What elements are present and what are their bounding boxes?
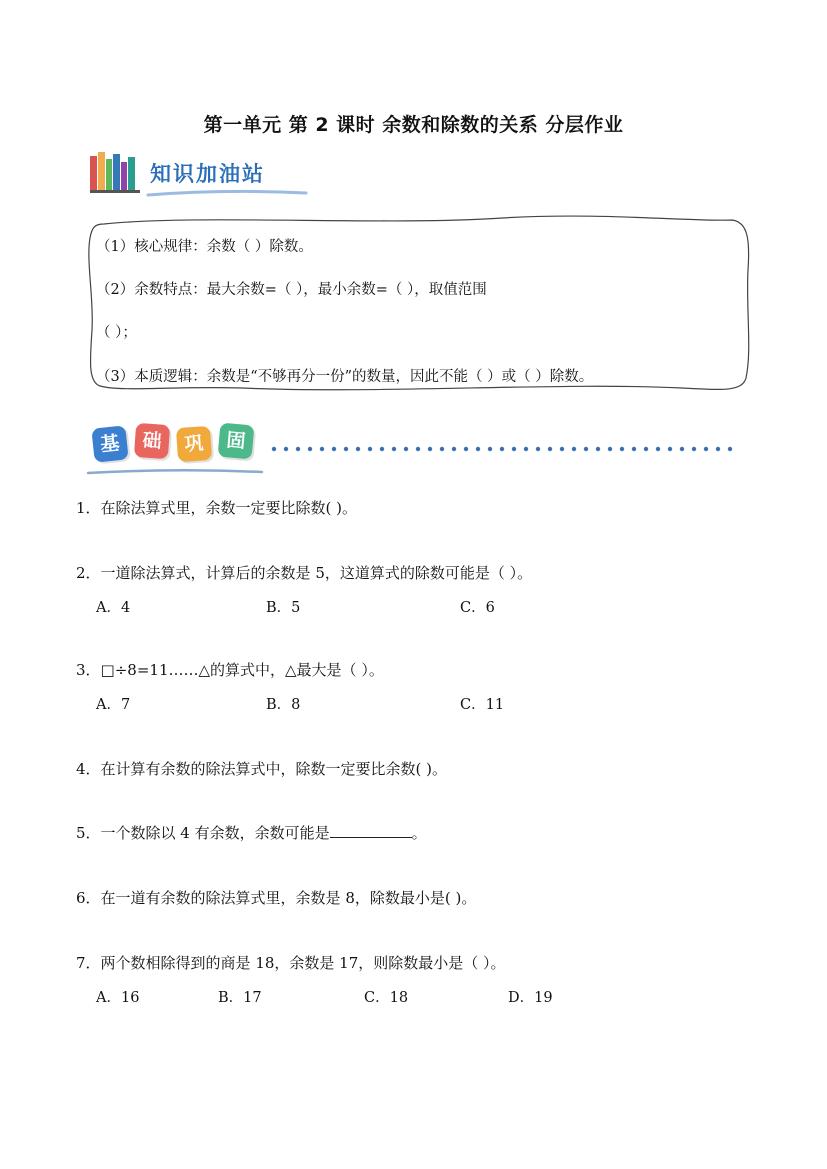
answer-blank [330,823,412,838]
divider-dot [416,447,420,451]
divider-dot [272,447,276,451]
divider-dot [632,447,636,451]
divider-dot [692,447,696,451]
question-4: 4．在计算有余数的除法算式中，除数一定要比余数( )。 [76,760,448,778]
divider-dot [476,447,480,451]
knowledge-line-3: （ ）； [96,325,137,341]
question-6: 6．在一道有余数的除法算式里，余数是 8，除数最小是( )。 [76,889,477,907]
question-5-text: 5．一个数除以 4 有余数，余数可能是 [76,824,330,842]
books-icon [90,150,142,194]
divider-dot [680,447,684,451]
q2-option-c: C．6 [460,600,495,616]
basic-badge-3: 巩 [176,426,212,462]
basic-badge-2: 础 [134,423,170,459]
divider-dot [428,447,432,451]
q3-option-a: A．7 [96,697,131,713]
divider-dot [704,447,708,451]
divider-dot [608,447,612,451]
divider-dot [512,447,516,451]
q7-option-a: A．16 [96,990,140,1006]
knowledge-line-2: （2）余数特点：最大余数=（ ），最小余数=（ ），取值范围 [96,282,487,298]
divider-dot [368,447,372,451]
divider-dot [392,447,396,451]
divider-dot [320,447,324,451]
divider-dot [716,447,720,451]
question-5 [76,822,427,843]
divider-dot [488,447,492,451]
divider-dot [464,447,468,451]
q2-option-a: A．4 [96,600,131,616]
basic-badge-4: 固 [218,423,255,460]
divider-dot [308,447,312,451]
divider-dot [728,447,732,451]
question-5-end: 。 [411,824,427,842]
divider-dot [332,447,336,451]
dotted-divider [270,438,742,446]
q7-option-b: B．17 [218,990,262,1006]
divider-dot [500,447,504,451]
knowledge-line-1: （1）核心规律：余数（ ）除数。 [96,239,313,255]
divider-dot [656,447,660,451]
divider-dot [452,447,456,451]
divider-dot [284,447,288,451]
divider-dot [620,447,624,451]
question-7: 7．两个数相除得到的商是 18，余数是 17，则除数最小是（ ）。 [76,954,506,972]
divider-dot [584,447,588,451]
q7-option-c: C．18 [364,990,409,1006]
q2-option-b: B．5 [266,600,301,616]
question-2: 2．一道除法算式，计算后的余数是 5，这道算式的除数可能是（ ）。 [76,564,533,582]
q3-option-c: C．11 [460,697,505,713]
divider-dot [548,447,552,451]
question-3: 3．□÷8=11……△的算式中，△最大是（ ）。 [76,661,384,679]
basic-banner-underline [86,462,266,472]
divider-dot [596,447,600,451]
divider-dot [440,447,444,451]
question-1: 1．在除法算式里，余数一定要比除数( )。 [76,499,358,517]
page-title: 第一单元 第 2 课时 余数和除数的关系 分层作业 [203,114,624,136]
divider-dot [296,447,300,451]
divider-dot [644,447,648,451]
divider-dot [380,447,384,451]
divider-dot [536,447,540,451]
q3-option-b: B．8 [266,697,301,713]
divider-dot [560,447,564,451]
basic-badge-1: 基 [91,425,128,462]
knowledge-heading: 知识加油站 [150,162,265,186]
heading-underline-swoosh [146,184,311,196]
divider-dot [404,447,408,451]
divider-dot [344,447,348,451]
divider-dot [356,447,360,451]
divider-dot [668,447,672,451]
divider-dot [524,447,528,451]
knowledge-line-4: （3）本质逻辑：余数是“不够再分一份”的数量，因此不能（ ）或（ ）除数。 [96,369,594,385]
divider-dot [572,447,576,451]
q7-option-d: D．19 [508,990,553,1006]
